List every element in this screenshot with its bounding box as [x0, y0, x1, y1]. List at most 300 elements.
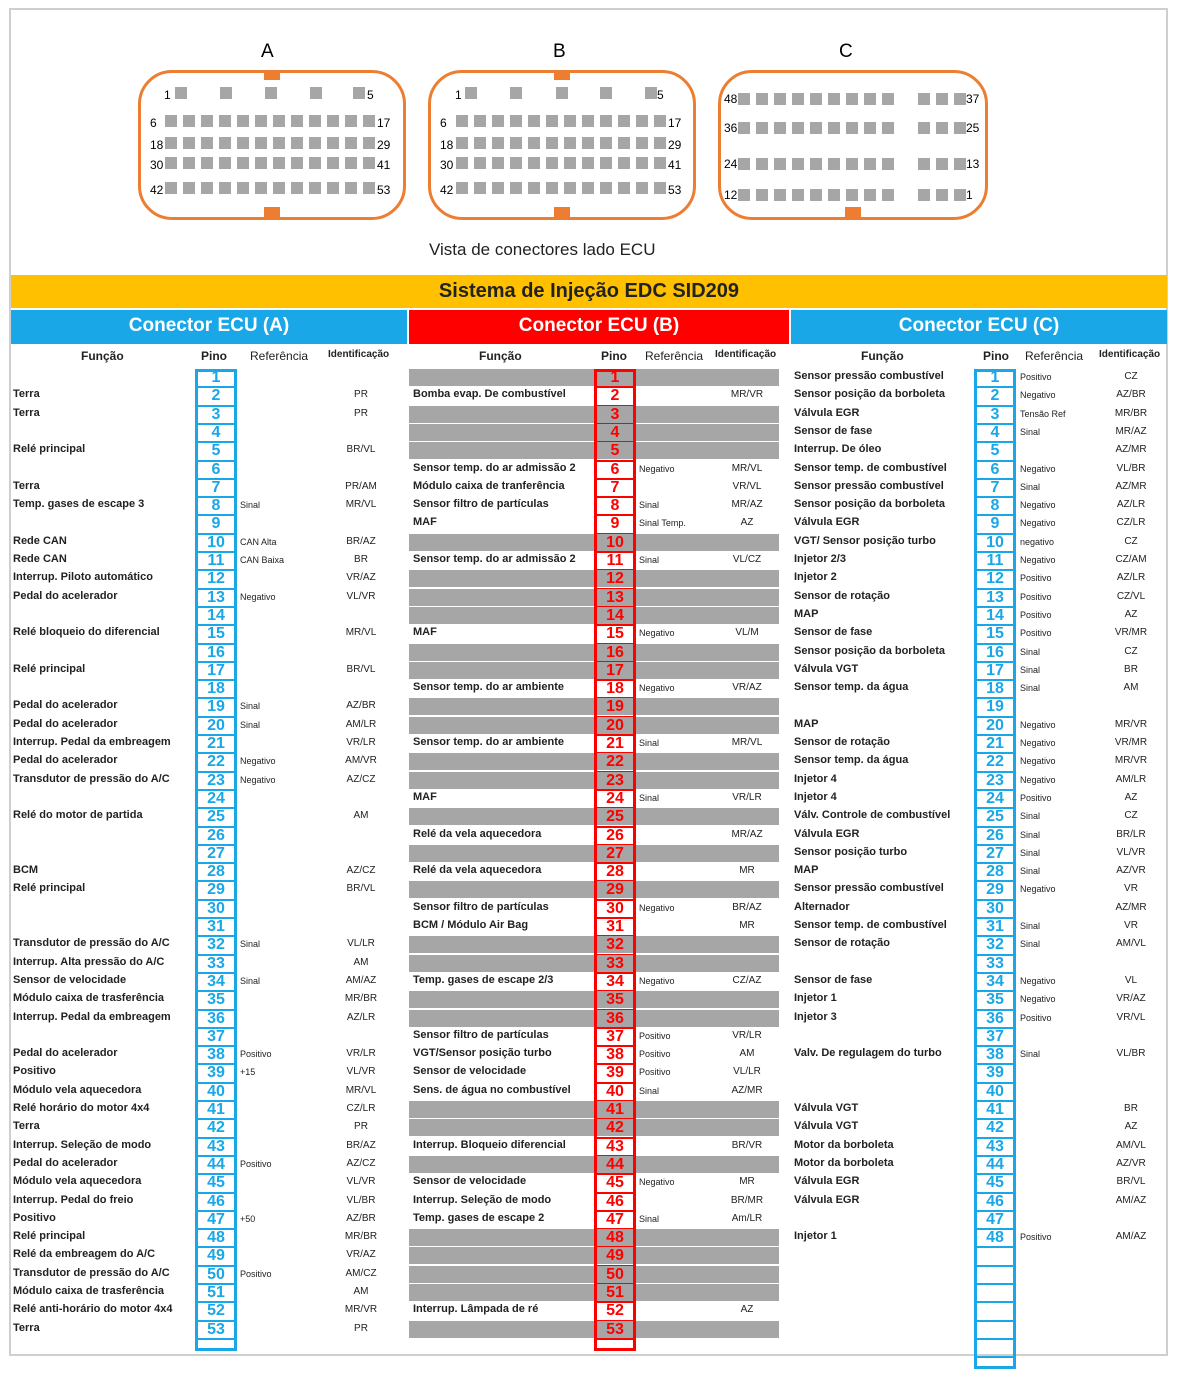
pin-socket — [465, 87, 477, 99]
cell-identificacao: AM/AZ — [1115, 1194, 1147, 1206]
pin-socket — [936, 189, 948, 201]
cell-pino: 31 — [986, 918, 1004, 935]
cell-pino: 29 — [986, 881, 1004, 899]
pin-socket — [756, 122, 768, 134]
cell-funcao: Interrup. Bloqueio diferencial — [413, 1138, 566, 1151]
cell-identificacao: AZ/CZ — [346, 865, 376, 877]
pin-socket — [237, 115, 249, 127]
cell-funcao: Válvula EGR — [794, 406, 860, 419]
cell-referencia: Negativo — [1020, 390, 1056, 401]
cell-pino: 42 — [986, 1119, 1004, 1137]
cell-identificacao: VL/CZ — [732, 554, 762, 565]
cell-funcao: Válvula VGT — [794, 1102, 859, 1114]
cell-funcao: Terra — [13, 388, 40, 401]
cell-funcao: Pedal do acelerador — [13, 1156, 118, 1169]
header-funcao: Função — [861, 349, 904, 363]
cell-referencia: Sinal — [639, 500, 660, 511]
pin-number-label: 48 — [724, 92, 738, 106]
cell-pino: 38 — [986, 1046, 1004, 1064]
cell-pino: 4 — [211, 423, 221, 441]
pin-number-label: 42 — [440, 183, 454, 197]
cell-funcao: Sensor temp. de combustível — [794, 461, 947, 474]
cell-identificacao: BR/LR — [1116, 828, 1146, 840]
pin-socket — [456, 157, 468, 169]
pin-socket — [183, 157, 195, 169]
cell-pino: 22 — [606, 753, 624, 771]
cell-funcao: Motor da borboleta — [794, 1156, 894, 1169]
pin-socket — [474, 115, 486, 127]
cell-referencia: Sinal — [1020, 921, 1041, 931]
cell-pino: 2 — [610, 387, 620, 405]
pin-socket — [738, 93, 750, 105]
pin-socket — [237, 182, 249, 194]
pin-column-box — [195, 369, 237, 1351]
pin-socket — [345, 115, 357, 127]
header-identificacao: Identificação — [715, 349, 777, 360]
cell-identificacao: AZ/MR — [731, 1084, 763, 1096]
cell-funcao: Sensor de velocidade — [413, 1175, 527, 1188]
cell-funcao: Relé principal — [13, 662, 86, 675]
cell-funcao: Interrup. Seleção de modo — [413, 1193, 552, 1206]
pin-column-box — [974, 369, 1016, 1369]
cell-referencia: Sinal — [1020, 939, 1041, 950]
cell-pino: 29 — [207, 881, 225, 899]
cell-identificacao: VL/VR — [1116, 846, 1146, 858]
cell-referencia: Negativo — [1020, 555, 1056, 565]
cell-referencia: Sinal — [1020, 481, 1041, 492]
cell-funcao: Interrup. Pedal da embreagem — [13, 736, 171, 748]
cell-funcao: Rede CAN — [13, 534, 67, 547]
cell-referencia: Negativo — [639, 628, 675, 639]
cell-referencia: Sinal — [240, 975, 261, 986]
cell-identificacao: MR/AZ — [1115, 425, 1147, 437]
cell-identificacao: AM/CZ — [345, 1267, 377, 1279]
cell-referencia: Negativo — [1020, 719, 1056, 730]
pin-socket — [936, 93, 948, 105]
cell-pino: 2 — [990, 387, 1000, 405]
cell-pino: 34 — [986, 972, 1004, 990]
pin-socket — [654, 157, 666, 169]
pin-socket — [291, 115, 303, 127]
conn-b-title: Conector ECU (B) — [409, 310, 789, 344]
cell-pino: 5 — [211, 442, 221, 460]
pin-socket — [510, 137, 522, 149]
cell-pino: 26 — [986, 826, 1004, 844]
pin-socket — [600, 137, 612, 149]
cell-identificacao: VR/VL — [1116, 1011, 1146, 1023]
cell-funcao: Positivo — [13, 1065, 56, 1078]
cell-funcao: Sensor de fase — [794, 626, 873, 639]
cell-pino: 22 — [207, 753, 225, 771]
pin-socket — [273, 157, 285, 169]
cell-pino: 7 — [610, 478, 620, 496]
cell-referencia: Sinal — [1020, 426, 1041, 437]
pin-socket — [309, 157, 321, 169]
pin-number-label: 29 — [668, 138, 682, 152]
cell-referencia: Positivo — [1020, 1012, 1052, 1023]
cell-funcao: Bomba evap. De combustível — [413, 388, 566, 401]
cell-identificacao: AM — [1123, 682, 1139, 694]
conn-c-table — [791, 369, 1167, 1355]
cell-pino: 37 — [207, 1027, 225, 1045]
cell-funcao: Pedal do acelerador — [13, 717, 118, 730]
pin-socket — [774, 189, 786, 201]
cell-funcao: Positivo — [13, 1211, 56, 1224]
cell-pino: 23 — [986, 771, 1004, 789]
cell-identificacao: VR/MR — [1114, 737, 1148, 748]
conn-c-title: Conector ECU (C) — [791, 310, 1167, 344]
header-identificacao: Identificação — [1099, 349, 1161, 360]
cell-funcao: Relé da embreagem do A/C — [13, 1248, 156, 1261]
pin-socket — [828, 93, 840, 105]
pin-socket — [954, 93, 966, 105]
cell-pino: 19 — [207, 698, 225, 716]
cell-funcao: Injetor 1 — [794, 1230, 837, 1243]
cell-identificacao: AZ — [1124, 791, 1138, 803]
pin-socket — [792, 189, 804, 201]
pin-socket — [654, 182, 666, 194]
cell-identificacao: MR/VL — [345, 499, 377, 511]
cell-funcao: Pedal do acelerador — [13, 1047, 118, 1060]
pin-socket — [882, 189, 894, 201]
pin-socket — [165, 115, 177, 127]
pin-socket — [255, 157, 267, 169]
cell-pino: 47 — [207, 1210, 225, 1228]
cell-identificacao: AZ/LR — [1116, 572, 1146, 584]
cell-funcao: VGT/ Sensor posição turbo — [794, 534, 936, 547]
cell-funcao: Terra — [13, 406, 40, 419]
cell-identificacao: AZ/VR — [1116, 1157, 1146, 1169]
cell-pino: 34 — [207, 972, 225, 990]
header-pino: Pino — [983, 349, 1009, 363]
cell-pino: 51 — [207, 1284, 225, 1301]
cell-identificacao: VR/LR — [732, 791, 762, 803]
pin-socket — [936, 158, 948, 170]
cell-pino: 32 — [986, 936, 1004, 954]
pin-socket — [918, 158, 930, 170]
conn-b-table — [409, 369, 779, 1355]
cell-identificacao: VR/LR — [346, 737, 376, 748]
cell-identificacao: MR/VL — [731, 462, 763, 474]
cell-funcao: Pedal do acelerador — [13, 589, 118, 602]
cell-funcao: Relé horário do motor 4x4 — [13, 1102, 150, 1114]
cell-identificacao: AM — [353, 810, 369, 822]
pin-socket — [618, 182, 630, 194]
pin-socket — [510, 115, 522, 127]
pin-number-label: 13 — [966, 157, 980, 171]
cell-referencia: Sinal — [639, 555, 660, 565]
cell-identificacao: BR/VL — [346, 663, 376, 675]
cell-funcao: Terra — [13, 1120, 40, 1133]
pin-socket — [492, 182, 504, 194]
pin-socket — [738, 158, 750, 170]
pin-socket — [810, 189, 822, 201]
cell-referencia: Positivo — [240, 1158, 272, 1169]
cell-identificacao: AZ/MR — [1115, 901, 1147, 913]
pin-socket — [546, 137, 558, 149]
cell-identificacao: AZ — [1124, 1121, 1138, 1133]
cell-funcao: Sensor posição da borboleta — [794, 388, 945, 401]
cell-pino: 15 — [207, 625, 225, 643]
header-referencia: Referência — [250, 349, 309, 363]
cell-pino: 6 — [610, 460, 620, 478]
pin-socket — [237, 137, 249, 149]
cell-identificacao: CZ — [1124, 810, 1138, 822]
cell-funcao: Relé anti-horário do motor 4x4 — [13, 1303, 173, 1316]
cell-funcao: VGT/Sensor posição turbo — [413, 1047, 552, 1060]
cell-identificacao: AM/VL — [1115, 938, 1146, 950]
cell-referencia: Positivo — [240, 1268, 272, 1279]
cell-identificacao: PR — [354, 1322, 368, 1334]
cell-pino: 11 — [606, 552, 624, 569]
header-referencia: Referência — [1025, 349, 1084, 363]
cell-funcao: Válvula VGT — [794, 1120, 859, 1133]
cell-pino: 4 — [610, 423, 620, 441]
pin-socket — [201, 157, 213, 169]
cell-funcao: Sensor pressão combustível — [794, 370, 944, 382]
cell-referencia: Sinal — [1020, 646, 1041, 657]
cell-referencia: Positivo — [1020, 591, 1052, 602]
cell-funcao: Sensor de rotação — [794, 937, 890, 950]
pin-socket — [220, 87, 232, 99]
cell-funcao: MAF — [413, 626, 437, 639]
cell-pino: 25 — [207, 808, 225, 826]
pin-number-label: 41 — [668, 158, 682, 172]
pin-socket — [774, 122, 786, 134]
cell-funcao: Interrup. Pedal da embreagem — [13, 1010, 171, 1023]
cell-funcao: Relé principal — [13, 1230, 86, 1243]
cell-pino: 4 — [990, 423, 1000, 441]
cell-pino: 10 — [606, 533, 624, 551]
pin-socket — [492, 115, 504, 127]
cell-pino: 48 — [207, 1229, 225, 1247]
cell-funcao: MAP — [794, 864, 819, 877]
cell-pino: 43 — [986, 1137, 1004, 1155]
pin-socket — [636, 137, 648, 149]
cell-identificacao: AZ/BR — [1116, 389, 1146, 401]
cell-referencia: Sinal Temp. — [639, 518, 686, 529]
pin-number-label: 29 — [377, 138, 391, 152]
cell-funcao: Sensor temp. de combustível — [794, 919, 947, 931]
cell-pino: 30 — [207, 899, 225, 917]
connector-key-bottom — [845, 207, 861, 217]
cell-pino: 7 — [211, 478, 221, 496]
cell-identificacao: AZ/MR — [1115, 480, 1147, 492]
pin-socket — [363, 115, 375, 127]
cell-pino: 29 — [606, 881, 624, 899]
cell-pino: 17 — [986, 661, 1004, 679]
cell-pino: 44 — [606, 1155, 624, 1173]
cell-pino: 18 — [986, 680, 1004, 698]
cell-referencia: Sinal — [639, 1213, 660, 1224]
cell-funcao: Sensor pressão combustível — [794, 882, 944, 895]
cell-identificacao: AZ — [1124, 608, 1138, 620]
pin-socket — [810, 158, 822, 170]
cell-pino: 44 — [986, 1155, 1004, 1173]
cell-pino: 9 — [211, 515, 221, 533]
pin-number-label: 17 — [377, 116, 391, 130]
cell-funcao: Injetor 4 — [794, 790, 837, 803]
pin-number-label: 12 — [724, 188, 738, 202]
pin-number-label: 18 — [440, 138, 454, 152]
cell-referencia: Negativo — [1020, 518, 1056, 529]
cell-pino: 46 — [606, 1192, 624, 1210]
pin-socket — [510, 182, 522, 194]
cell-funcao: Motor da borboleta — [794, 1138, 894, 1151]
pin-socket — [918, 122, 930, 134]
pin-socket — [792, 122, 804, 134]
cell-pino: 24 — [207, 789, 225, 807]
cell-pino: 12 — [986, 570, 1004, 588]
cell-referencia: Negativo — [240, 756, 276, 767]
pin-socket — [474, 137, 486, 149]
cell-pino: 39 — [986, 1064, 1004, 1082]
cell-funcao: Válv. Controle de combustível — [794, 809, 951, 822]
pin-socket — [774, 158, 786, 170]
pin-socket — [738, 122, 750, 134]
pin-socket — [219, 182, 231, 194]
cell-identificacao: AZ/CZ — [346, 1157, 376, 1169]
cell-identificacao: CZ — [1124, 371, 1138, 382]
cell-pino: 13 — [606, 588, 624, 606]
cell-pino: 16 — [986, 643, 1004, 661]
conn-a-header — [11, 346, 407, 366]
cell-pino: 35 — [986, 991, 1004, 1009]
pin-socket — [756, 189, 768, 201]
cell-identificacao: MR/BR — [344, 993, 378, 1005]
cell-funcao: Válvula EGR — [794, 516, 860, 529]
cell-referencia: Negativo — [1020, 774, 1056, 785]
cell-funcao: Sensor filtro de partículas — [413, 900, 549, 913]
cell-referencia: Negativo — [639, 975, 675, 986]
header-referencia: Referência — [645, 349, 704, 363]
cell-pino: 10 — [986, 533, 1004, 551]
cell-pino: 27 — [606, 844, 624, 862]
cell-funcao: Transdutor de pressão do A/C — [13, 772, 170, 785]
pin-socket — [618, 115, 630, 127]
pin-socket — [738, 189, 750, 201]
cell-pino: 42 — [606, 1119, 624, 1137]
connector-key-top — [264, 70, 280, 80]
pin-socket — [654, 137, 666, 149]
pin-socket — [363, 137, 375, 149]
pin-socket — [918, 93, 930, 105]
cell-funcao: Interrup. Piloto automático — [13, 571, 153, 584]
cell-identificacao: AM/LR — [345, 718, 377, 730]
pin-socket — [645, 87, 657, 99]
cell-pino: 27 — [207, 844, 225, 862]
pin-number-label: 30 — [440, 158, 454, 172]
cell-referencia: +50 — [240, 1213, 256, 1224]
page-title: Sistema de Injeção EDC SID209 — [11, 275, 1167, 308]
pin-socket — [255, 182, 267, 194]
cell-funcao: Válvula EGR — [794, 1175, 860, 1188]
cell-pino: 44 — [207, 1155, 225, 1173]
cell-funcao: Injetor 3 — [794, 1010, 837, 1023]
pin-socket — [456, 115, 468, 127]
cell-identificacao: VR/LR — [732, 1029, 762, 1041]
cell-pino: 20 — [986, 716, 1004, 734]
cell-pino: 32 — [207, 936, 225, 954]
cell-pino: 42 — [207, 1119, 225, 1137]
cell-funcao: Interrup. Lâmpada de ré — [413, 1303, 539, 1316]
pin-socket — [546, 157, 558, 169]
cell-pino: 33 — [207, 954, 225, 972]
pin-socket — [792, 93, 804, 105]
pin-socket — [327, 182, 339, 194]
cell-identificacao: AZ/CZ — [346, 773, 376, 785]
cell-identificacao: VL/VR — [346, 1176, 376, 1188]
cell-identificacao: VL/VR — [346, 1066, 376, 1078]
connector-label-a: A — [261, 41, 274, 62]
cell-pino: 5 — [990, 442, 1000, 460]
cell-identificacao: CZ/AM — [1115, 554, 1147, 565]
pin-number-label: 30 — [150, 158, 164, 172]
cell-funcao: Sensor de rotação — [794, 736, 890, 748]
cell-identificacao: MR/VR — [1114, 755, 1148, 767]
pin-socket — [175, 87, 187, 99]
cell-identificacao: BR/AZ — [732, 901, 762, 913]
cell-identificacao: MR — [739, 865, 755, 877]
pin-socket — [600, 115, 612, 127]
pin-socket — [546, 115, 558, 127]
cell-identificacao: AM/VR — [345, 755, 377, 767]
cell-pino: 14 — [207, 606, 225, 624]
cell-referencia: CAN Alta — [240, 536, 277, 547]
cell-referencia: Sinal — [639, 738, 660, 748]
connector-key-bottom — [554, 207, 570, 217]
cell-funcao: Interrup. Seleção de modo — [13, 1138, 152, 1151]
cell-identificacao: AZ/LR — [1116, 499, 1146, 511]
pin-number-label: 1 — [966, 188, 973, 202]
pin-number-label: 25 — [966, 121, 980, 135]
connector-key-top — [554, 70, 570, 80]
pin-number-label: 5 — [657, 88, 664, 102]
pin-socket — [309, 137, 321, 149]
cell-funcao: Pedal do acelerador — [13, 754, 118, 767]
cell-identificacao: AZ/BR — [346, 700, 376, 712]
cell-identificacao: AZ/MR — [1115, 444, 1147, 456]
pin-socket — [954, 158, 966, 170]
pin-socket — [528, 182, 540, 194]
cell-funcao: Sensor de velocidade — [13, 973, 127, 986]
pin-socket — [219, 137, 231, 149]
cell-funcao: Sensor temp. da água — [794, 754, 909, 767]
cell-pino: 38 — [606, 1046, 624, 1064]
cell-funcao: MAP — [794, 607, 819, 620]
cell-funcao: Módulo caixa de trasferência — [13, 992, 164, 1005]
cell-referencia: negativo — [1020, 536, 1055, 547]
cell-identificacao: MR/VL — [345, 1084, 377, 1096]
pin-socket — [510, 87, 522, 99]
cell-referencia: Sinal — [639, 792, 660, 803]
cell-identificacao: AM — [353, 956, 369, 968]
pin-socket — [273, 137, 285, 149]
pin-socket — [792, 158, 804, 170]
cell-pino: 28 — [207, 863, 225, 881]
cell-funcao: Sensor filtro de partículas — [413, 498, 549, 511]
cell-funcao: Temp. gases de escape 2 — [413, 1211, 545, 1224]
cell-pino: 20 — [606, 716, 624, 734]
pin-socket — [345, 157, 357, 169]
cell-funcao: MAP — [794, 717, 819, 730]
cell-pino: 51 — [606, 1284, 624, 1301]
cell-pino: 19 — [606, 698, 624, 716]
pin-socket — [864, 189, 876, 201]
cell-pino: 8 — [610, 497, 620, 515]
cell-pino: 1 — [610, 369, 620, 386]
pin-socket — [528, 137, 540, 149]
